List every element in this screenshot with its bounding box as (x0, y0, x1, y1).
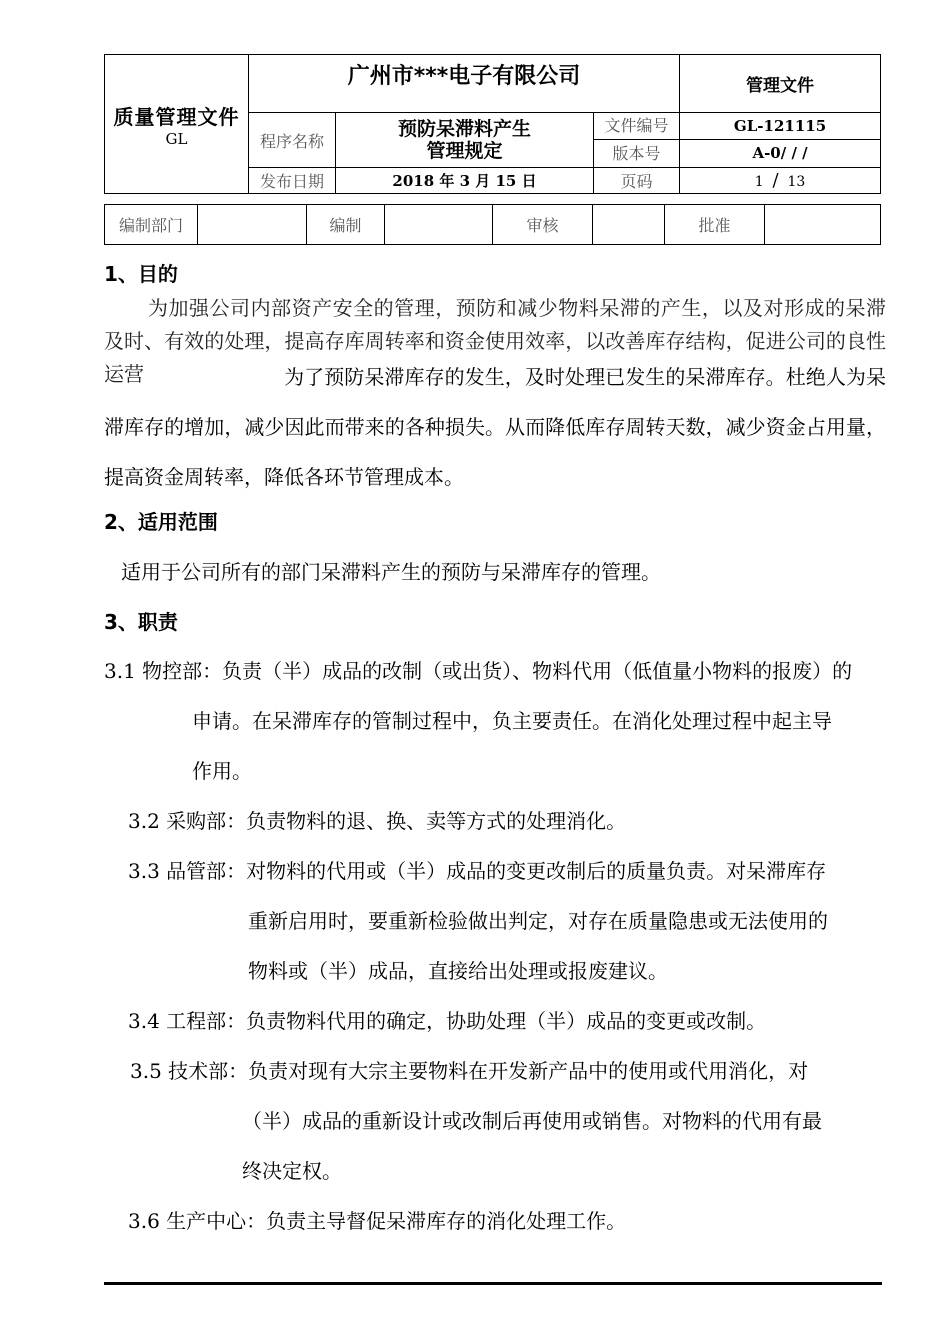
issue-date: 2018 年 3 月 15 日 (336, 168, 594, 194)
doc-category-cell (105, 55, 249, 194)
responsibility-3-1 (104, 655, 852, 684)
r36-number: 3.6 (128, 1209, 160, 1233)
r36-line1: 生产中心：负责主导督促呆滞库存的消化处理工作。 (166, 1209, 627, 1233)
r31-line2: 申请。在呆滞库存的管制过程中，负主要责任。在消化处理过程中起主导 (192, 709, 832, 733)
header-table (104, 54, 881, 194)
r33-line2: 重新启用时，要重新检验做出判定，对存在质量隐患或无法使用的 (248, 909, 828, 933)
responsibility-3-4 (128, 1005, 766, 1034)
section-1-text-b: 为了预防呆滞库存的发生，及时处理已发生的呆滞库存。杜绝人为呆滞库存的增加，减少因此而带来的各种损失。从而降低库存周转天数，减少资金占用量，提高资金周转率，降低各环节管理成本。 (104, 365, 886, 489)
r31-line3: 作用。 (192, 759, 252, 783)
program-name-line1: 预防呆滞料产生 (397, 118, 531, 140)
responsibility-3-6 (128, 1205, 626, 1234)
company-cell (249, 55, 680, 113)
r32-line1: 采购部：负责物料的退、换、卖等方式的处理消化。 (166, 809, 627, 833)
file-type-cell (680, 55, 881, 113)
program-name-cell (336, 113, 594, 168)
r32-number: 3.2 (128, 809, 160, 833)
r31-number: 3.1 (104, 659, 136, 683)
footer-rule (104, 1282, 882, 1285)
r35-line1: 技术部：负责对现有大宗主要物料在开发新产品中的使用或代用消化，对 (168, 1059, 809, 1083)
review-label: 审核 (493, 205, 593, 245)
page-number-cell (680, 168, 881, 194)
section-1-text-a: 为加强公司内部资产安全的管理，预防和减少物料呆滞的产生，以及对形成的呆滞及时、有效的处理，提高存库周转率和资金使用效率，以改善库存结构，促进公司的良性运营 (104, 296, 886, 386)
file-no-version-values (680, 113, 881, 168)
section-2-paragraph: 适用于公司所有的部门呆滞料产生的预防与呆滞库存的管理。 (121, 560, 661, 584)
r35-line2: （半）成品的重新设计或改制后再使用或销售。对物料的代用有最 (242, 1109, 822, 1133)
doc-category-code: GL (165, 129, 188, 148)
r33-line1: 品管部：对物料的代用或（半）成品的变更改制后的质量负责。对呆滞库存 (166, 859, 827, 883)
program-name-label: 程序名称 (249, 113, 336, 168)
r34-line1: 工程部：负责物料代用的确定，协助处理（半）成品的变更或改制。 (166, 1009, 767, 1033)
section-1-paragraph-2 (104, 352, 886, 502)
page-current: 1 (754, 174, 764, 190)
file-type: 管理文件 (746, 76, 815, 96)
section-1-title: 1、目的 (104, 262, 178, 286)
version: A-0/ / / (752, 144, 808, 162)
issue-date-label: 发布日期 (249, 168, 336, 194)
page-label: 页码 (594, 168, 680, 194)
section-3-title: 3、职责 (104, 610, 178, 634)
r35-line3: 终决定权。 (242, 1159, 342, 1183)
r31-line1: 物控部：负责（半）成品的改制（或出货）、物料代用（低值量小物料的报废）的 (142, 659, 853, 683)
dept-value (198, 205, 307, 245)
program-name-line2: 管理规定 (426, 140, 503, 162)
dept-label: 编制部门 (105, 205, 198, 245)
file-no: GL-121115 (680, 113, 880, 140)
author-label: 编制 (307, 205, 385, 245)
author-value (385, 205, 493, 245)
review-value (593, 205, 665, 245)
responsibility-3-3 (128, 855, 826, 884)
approve-label: 批准 (665, 205, 765, 245)
section-2-title: 2、适用范围 (104, 510, 218, 534)
responsibility-3-2 (128, 805, 626, 834)
r34-number: 3.4 (128, 1009, 160, 1033)
approve-value (765, 205, 881, 245)
r33-line3: 物料或（半）成品，直接给出处理或报废建议。 (248, 959, 668, 983)
r33-number: 3.3 (128, 859, 160, 883)
responsibility-3-5 (130, 1055, 808, 1084)
doc-category: 质量管理文件 (113, 104, 240, 129)
signoff-table (104, 204, 881, 245)
company-name: 广州市***电子有限公司 (347, 64, 581, 89)
file-no-version-labels (594, 113, 680, 168)
page-total: 13 (787, 174, 806, 190)
page-separator: / (772, 170, 779, 191)
version-label: 版本号 (612, 144, 661, 163)
r35-number: 3.5 (130, 1059, 162, 1083)
file-no-label: 文件编号 (594, 113, 679, 140)
